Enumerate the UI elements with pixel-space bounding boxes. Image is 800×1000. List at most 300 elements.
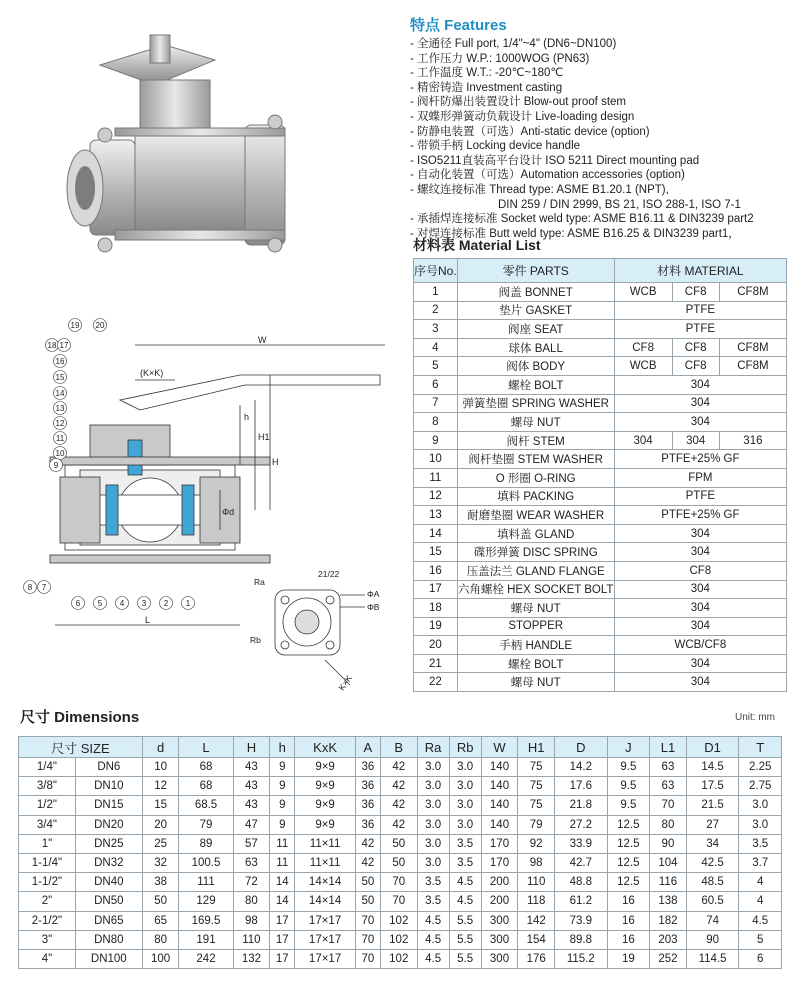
material-row [414,413,787,432]
dim-cell: 42 [380,758,417,777]
dimensions-title: 尺寸 Dimensions [20,709,140,726]
material-no: 4 [414,338,458,357]
dim-cell: 17.5 [686,777,739,796]
dim-cell: 32 [142,853,179,872]
material-part: 阀杆垫圈 STEM WASHER [457,450,614,469]
dim-cell: 60.5 [686,892,739,911]
material-no: 17 [414,580,458,599]
feature-item: - 自动化装置（可选）Automation accessories (option) [410,169,685,182]
label-phi-a: ΦA [367,589,380,599]
material-no: 9 [414,431,458,450]
dim-cell: 14.5 [686,758,739,777]
dim-header: J [607,737,650,758]
part-callout-label: 7 [41,583,47,592]
part-callout [54,447,67,460]
part-callout [24,581,37,594]
part-callout [160,597,173,610]
dim-cell: 11×11 [295,853,356,872]
dim-header: Ra [417,737,449,758]
features-section [410,14,795,241]
material-value: PTFE+25% GF [614,506,786,525]
material-part: 弹簧垫圈 SPRING WASHER [457,394,614,413]
dim-cell: 27 [686,815,739,834]
part-callout-label: 15 [55,373,65,382]
material-row [414,561,787,580]
material-value: 304 [614,617,786,636]
material-part: 螺母 NUT [457,413,614,432]
dim-cell: 17×17 [295,930,356,949]
dim-h1: H1 [258,432,270,442]
dim-cell: 63 [233,853,270,872]
dim-cell: 142 [518,911,555,930]
dim-cell: DN40 [75,873,142,892]
material-row [414,636,787,655]
dim-cell: 21.8 [555,796,608,815]
dim-cell: 43 [233,758,270,777]
part-callout [54,402,67,415]
dim-header: L1 [650,737,687,758]
material-part: 手柄 HANDLE [457,636,614,655]
feature-item: DIN 259 / DIN 2999, BS 21, ISO 288-1, ISO 7-1 [498,198,741,211]
dim-cell: 170 [481,853,518,872]
dim-cell: 50 [142,892,179,911]
material-row [414,468,787,487]
material-value: 304 [614,654,786,673]
dim-cell: 16 [607,930,650,949]
dim-kxk: (K×K) [140,368,164,378]
material-row [414,450,787,469]
dim-cell: 75 [518,796,555,815]
dim-header: H1 [518,737,555,758]
dim-cell: 2-1/2" [19,911,76,930]
dim-cell: 242 [179,949,233,968]
material-no: 3 [414,320,458,339]
dim-cell: 300 [481,930,518,949]
dim-cell: DN15 [75,796,142,815]
dim-cell: 65 [142,911,179,930]
material-value: PTFE [614,487,786,506]
dim-cell: 12.5 [607,834,650,853]
dim-cell: 200 [481,892,518,911]
dim-cell: 79 [518,815,555,834]
dim-cell: 42 [380,815,417,834]
dim-cell: 115.2 [555,949,608,968]
dim-cell: 70 [650,796,687,815]
dim-cell: 4.5 [449,873,481,892]
material-row [414,320,787,339]
material-no: 5 [414,357,458,376]
dim-cell: 10 [142,758,179,777]
material-value: 304 [614,394,786,413]
dim-cell: 12 [142,777,179,796]
dim-cell: 68 [179,758,233,777]
feature-item: - 双蝶形弹簧动负载设计 Live-loading design [410,110,635,123]
dim-cell: 4.5 [417,949,449,968]
dim-cell: DN65 [75,911,142,930]
dim-cell: 169.5 [179,911,233,930]
material-row [414,338,787,357]
part-callout [38,581,51,594]
material-no: 7 [414,394,458,413]
dim-cell: 2.25 [739,758,782,777]
material-value: CF8M [719,283,786,302]
header-parts: 零件 PARTS [457,259,614,283]
dim-cell: 3.5 [449,853,481,872]
dim-cell: 42.5 [686,853,739,872]
dim-cell: 3.5 [739,834,782,853]
dim-cell: 42 [380,777,417,796]
dim-cell: 102 [380,949,417,968]
material-part: 碟形弹簧 DISC SPRING [457,543,614,562]
dim-cell: 50 [355,892,380,911]
material-row [414,283,787,302]
ball-valve-photo [55,30,355,270]
material-no: 8 [414,413,458,432]
dim-cell: 11×11 [295,834,356,853]
feature-item: - 对焊连接标准 Butt weld type: ASME B16.25 & DIN3239 part1， [410,227,740,240]
dim-cell: 21.5 [686,796,739,815]
dim-cell: DN50 [75,892,142,911]
material-value: 304 [614,543,786,562]
dim-cell: 15 [142,796,179,815]
material-value: CF8M [719,357,786,376]
part-callout [94,319,107,332]
feature-item: - 工作温度 W.T.: -20℃~180℃ [410,67,564,80]
material-no: 15 [414,543,458,562]
part-callout-label: 6 [75,599,81,608]
dim-cell: 3/4" [19,815,76,834]
feature-item: - 承插焊连接标准 Socket weld type: ASME B16.11 & DIN3239 part2 [410,213,754,226]
material-row [414,599,787,618]
unit-label: Unit: mm [735,712,775,723]
dim-l: L [145,615,151,625]
part-callout-label: 2 [163,599,169,608]
part-callout [69,319,82,332]
part-callout [72,597,85,610]
material-row [414,375,787,394]
dim-cell: 4.5 [417,911,449,930]
material-part: 填料 PACKING [457,487,614,506]
dim-cell: 70 [355,930,380,949]
dim-cell: 3.0 [417,796,449,815]
material-no: 19 [414,617,458,636]
dim-cell: 90 [650,834,687,853]
dim-cell: 70 [380,873,417,892]
material-no: 6 [414,375,458,394]
dim-cell: 14 [270,892,295,911]
dim-cell: DN100 [75,949,142,968]
dim-header: KxK [295,737,356,758]
part-callout-label: 16 [55,357,65,366]
dim-header: d [142,737,179,758]
dim-cell: 17×17 [295,949,356,968]
dim-cell: 89 [179,834,233,853]
dim-cell: 63 [650,777,687,796]
material-value: WCB [614,357,672,376]
dim-cell: 5 [739,930,782,949]
material-row [414,654,787,673]
material-value: 304 [614,431,672,450]
material-row [414,543,787,562]
label-rb: Rb [250,635,261,645]
material-value: CF8 [672,283,719,302]
dim-cell: 43 [233,796,270,815]
dim-row [19,930,782,949]
label-ra: Ra [254,577,265,587]
dim-cell: 14×14 [295,873,356,892]
dim-row [19,758,782,777]
dim-cell: 38 [142,873,179,892]
dim-cell: 3.0 [417,815,449,834]
dim-cell: 17.6 [555,777,608,796]
dim-cell: 100 [142,949,179,968]
material-part: STOPPER [457,617,614,636]
part-callout-label: 13 [55,404,65,413]
dim-header: h [270,737,295,758]
dim-h: H [272,457,279,467]
feature-item: - 工作压力 W.P.: 1000WOG (PN63) [410,52,590,65]
dim-cell: 110 [233,930,270,949]
dim-cell: 3.5 [449,834,481,853]
dim-header: D [555,737,608,758]
dim-cell: 98 [233,911,270,930]
dim-cell: 132 [233,949,270,968]
dim-row [19,911,782,930]
dim-cell: 4 [739,892,782,911]
part-callout [54,417,67,430]
dim-cell: 300 [481,949,518,968]
dim-cell: 70 [355,911,380,930]
dim-cell: 70 [380,892,417,911]
dim-header: H [233,737,270,758]
part-callout [54,432,67,445]
label-kxk: K×K [336,673,354,693]
dim-cell: 92 [518,834,555,853]
dim-cell: 36 [355,758,380,777]
dim-cell: 4" [19,949,76,968]
material-part: 球体 BALL [457,338,614,357]
dim-cell: 89.8 [555,930,608,949]
material-value: 304 [614,375,786,394]
material-value: CF8 [672,357,719,376]
feature-item: - 全通径 Full port, 1/4"~4" (DN6~DN100) [410,38,617,50]
dim-cell: 12.5 [607,815,650,834]
part-callout-label: 14 [55,389,65,398]
dim-cell: 20 [142,815,179,834]
feature-item: - 螺纹连接标准 Thread type: ASME B1.20.1 (NPT), [410,183,669,196]
dim-cell: 19 [607,949,650,968]
dim-cell: 50 [380,834,417,853]
dim-cell: 48.8 [555,873,608,892]
material-value: CF8 [614,561,786,580]
dim-cell: 9 [270,796,295,815]
feature-item: - 带锁手柄 Locking device handle [410,140,581,153]
material-value: 316 [719,431,786,450]
dim-cell: 70 [355,949,380,968]
part-callout-label: 10 [55,449,65,458]
material-part: 螺栓 BOLT [457,375,614,394]
material-row [414,524,787,543]
dim-cell: 129 [179,892,233,911]
part-callout-label: 4 [119,599,125,608]
part-callout [50,459,63,472]
material-part: 阀座 SEAT [457,320,614,339]
material-value: 304 [614,673,786,692]
material-value: 304 [614,599,786,618]
part-callout [46,339,59,352]
dim-header: L [179,737,233,758]
dim-cell: 100.5 [179,853,233,872]
dim-cell: 102 [380,911,417,930]
dim-cell: 200 [481,873,518,892]
dim-d: Φd [222,507,235,517]
dim-cell: 4.5 [417,930,449,949]
dim-cell: 9.5 [607,796,650,815]
material-no: 13 [414,506,458,525]
material-no: 18 [414,599,458,618]
dim-cell: 1-1/4" [19,853,76,872]
material-part: 阀体 BODY [457,357,614,376]
dim-header: D1 [686,737,739,758]
dim-header: T [739,737,782,758]
material-no: 14 [414,524,458,543]
part-callout-label: 19 [70,321,80,330]
dim-cell: 118 [518,892,555,911]
dim-cell: 3.0 [417,834,449,853]
dim-cell: 1/2" [19,796,76,815]
material-no: 16 [414,561,458,580]
dim-header: B [380,737,417,758]
dim-cell: 170 [481,834,518,853]
feature-item: - 阀杆防爆出装置设计 Blow-out proof stem [410,96,626,109]
dim-cell: 203 [650,930,687,949]
material-value: WCB [614,283,672,302]
dim-cell: 9 [270,815,295,834]
dim-cell: 9×9 [295,796,356,815]
part-callout [138,597,151,610]
dim-cell: 61.2 [555,892,608,911]
dim-row [19,892,782,911]
dim-cell: 68 [179,777,233,796]
part-callout-label: 20 [95,321,105,330]
part-callout-label: 8 [27,583,33,592]
material-no: 22 [414,673,458,692]
dim-cell: DN25 [75,834,142,853]
dim-cell: 300 [481,911,518,930]
dim-cell: 182 [650,911,687,930]
dim-row [19,949,782,968]
dim-cell: 116 [650,873,687,892]
dim-cell: 3.0 [417,853,449,872]
dim-cell: 14×14 [295,892,356,911]
dim-header: Rb [449,737,481,758]
dim-cell: 3.0 [449,758,481,777]
material-no: 21 [414,654,458,673]
dim-cell: 3.7 [739,853,782,872]
dim-cell: 140 [481,815,518,834]
dim-cell: DN10 [75,777,142,796]
material-row [414,301,787,320]
material-part: 耐磨垫圈 WEAR WASHER [457,506,614,525]
dim-header: 尺寸 SIZE [19,737,143,758]
material-value: FPM [614,468,786,487]
material-row [414,357,787,376]
dim-cell: 75 [518,777,555,796]
dim-cell: 74 [686,911,739,930]
dim-cell: 11 [270,853,295,872]
dim-cell: 138 [650,892,687,911]
dim-cell: 12.5 [607,853,650,872]
dim-cell: 16 [607,892,650,911]
dim-cell: 2" [19,892,76,911]
part-callout [54,387,67,400]
material-part: 螺母 NUT [457,673,614,692]
dim-cell: 3" [19,930,76,949]
dim-cell: 80 [142,930,179,949]
material-value: 304 [614,413,786,432]
dim-cell: 25 [142,834,179,853]
dim-row [19,777,782,796]
dim-cell: 50 [380,853,417,872]
dim-cell: DN32 [75,853,142,872]
dim-cell: 48.5 [686,873,739,892]
dim-cell: 104 [650,853,687,872]
dim-cell: 42 [355,853,380,872]
material-value: PTFE+25% GF [614,450,786,469]
header-no: 序号No. [414,259,458,283]
part-callout-label: 18 [47,341,57,350]
dim-cell: 27.2 [555,815,608,834]
dim-cell: DN20 [75,815,142,834]
dim-cell: 16 [607,911,650,930]
dim-cell: 5.5 [449,930,481,949]
material-row [414,673,787,692]
material-row [414,394,787,413]
material-value: 304 [614,524,786,543]
material-no: 2 [414,301,458,320]
dim-cell: 252 [650,949,687,968]
material-row [414,580,787,599]
material-row [414,431,787,450]
material-value: CF8 [672,338,719,357]
dim-cell: 68.5 [179,796,233,815]
dim-cell: 102 [380,930,417,949]
dim-w: W [258,335,267,345]
feature-item: - 精密铸造 Investment casting [410,81,563,94]
dim-cell: 6 [739,949,782,968]
dim-cell: 36 [355,815,380,834]
dim-cell: 73.9 [555,911,608,930]
features-title: 特点 Features [410,17,507,34]
dim-cell: 3.0 [449,815,481,834]
material-no: 1 [414,283,458,302]
material-list-title: 材料表 Material List [413,237,541,253]
dim-cell: 140 [481,777,518,796]
dim-cell: 3.0 [417,758,449,777]
dim-cell: 191 [179,930,233,949]
dim-cell: 3.0 [449,777,481,796]
dim-cell: 17 [270,911,295,930]
dim-cell: 42 [380,796,417,815]
dim-row [19,853,782,872]
dimensions-table [18,736,782,969]
part-callout-label: 5 [97,599,103,608]
material-value: CF8M [719,338,786,357]
material-no: 20 [414,636,458,655]
material-part: 螺母 NUT [457,599,614,618]
part-callout-label: 1 [185,599,191,608]
part-callout-label: 12 [55,419,65,428]
